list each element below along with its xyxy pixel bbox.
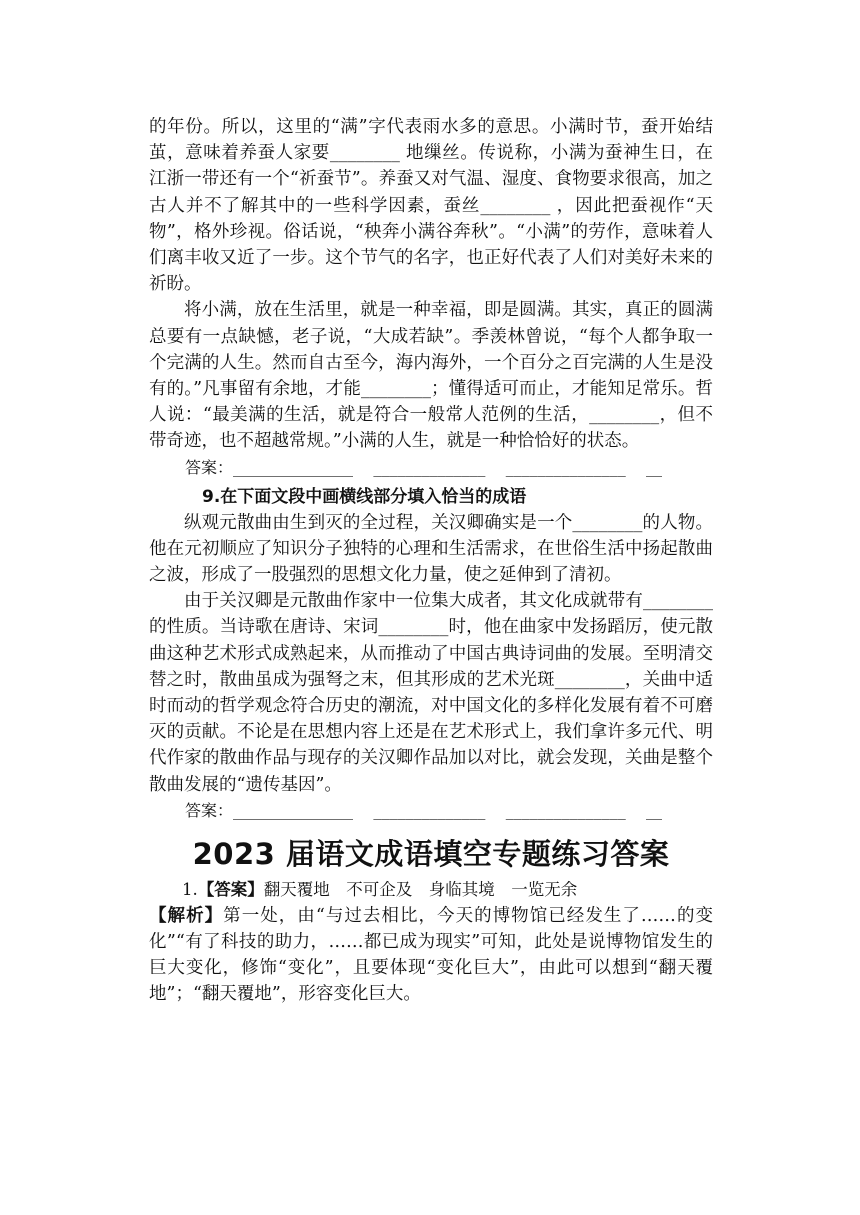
answer-text: 翻天覆地 不可企及 身临其境 一览无余 — [263, 879, 578, 899]
passage-paragraph: 纵观元散曲由生到灭的全过程，关汉卿确实是一个________的人物。他在元初顺应了知识分子独特的心理和生活需求，在世俗生活中扬起散曲之波，形成了一股强烈的思想文化力量，使之延伸到了清初。 — [149, 512, 713, 586]
analysis-tag: 【解析】 — [149, 905, 224, 926]
answer-tag: 【答案】 — [197, 879, 264, 899]
answer-blanks: 答案：_______________ ______________ _______________ __ — [185, 800, 663, 820]
question-title: 9.在下面文段中画横线部分填入恰当的成语 — [202, 486, 527, 507]
analysis-text: 第一处，由“与过去相比，今天的博物馆已经发生了……的变化”“有了科技的助力，……都已成为现实”可知，此处是说博物馆发生的巨大变化，修饰“变化”，且要体现“变化巨大”，由此可以想到“翻天覆地”；“翻天覆地”，形容变化巨大。 — [149, 905, 714, 1005]
answers-title: 2023 届语文成语填空专题练习答案 — [192, 836, 670, 871]
analysis-paragraph — [132, 903, 713, 1008]
answer-number: 1. — [182, 879, 198, 899]
document-page — [149, 114, 713, 1008]
passage-paragraph: 由于关汉卿是元散曲作家中一位集大成者，其文化成就带有________的性质。当诗歌在唐诗、宋词________时，他在曲家中发扬蹈厉，使元散曲这种艺术形式成熟起来，从而推动了中国古典诗词曲的发展。至明清交替之时，散曲虽成为强弩之末，但其形成的艺术光斑________，关曲中适时而动的哲学观念符合历史的潮流，对中国文化的多样化发展有着不可磨灭的贡献。不论是在思想内容上还是在艺术形式上，我们拿许多元代、明代作家的散曲作品与现存的关汉卿作品加以对比，就会发现，关曲是整个散曲发展的“遗传基因”。 — [149, 591, 713, 795]
passage-paragraph: 将小满，放在生活里，就是一种幸福，即是圆满。其实，真正的圆满总要有一点缺憾，老子说，“大成若缺”。季羡林曾说，“每个人都争取一个完满的人生。然而自古至今，海内海外，一个百分之百完满的人生是没有的。”凡事留有余地，才能________；懂得适可而止，才能知足常乐。哲人说：“最美满的生活，就是符合一般常人范例的生活，________，但不带奇迹，也不超越常规。”小满的人生，就是一种恰恰好的状态。 — [149, 300, 713, 452]
passage-paragraph: 的年份。所以，这里的“满”字代表雨水多的意思。小满时节，蚕开始结茧，意味着养蚕人家要________ 地缫丝。传说称，小满为蚕神生日，在江浙一带还有一个“祈蚕节”。养蚕又对气温、湿度、食物要求很高，加之古人并不了解其中的一些科学因素，蚕丝________ ，因此把蚕视作“天物”，格外珍视。俗话说，“秧奔小满谷奔秋”。“小满”的劳作，意味着人们离丰收又近了一步。这个节气的名字，也正好代表了人们对美好未来的祈盼。 — [149, 117, 713, 295]
answer-blanks: 答案：_______________ ______________ _______________ __ — [185, 457, 663, 477]
answer-item — [149, 877, 713, 903]
